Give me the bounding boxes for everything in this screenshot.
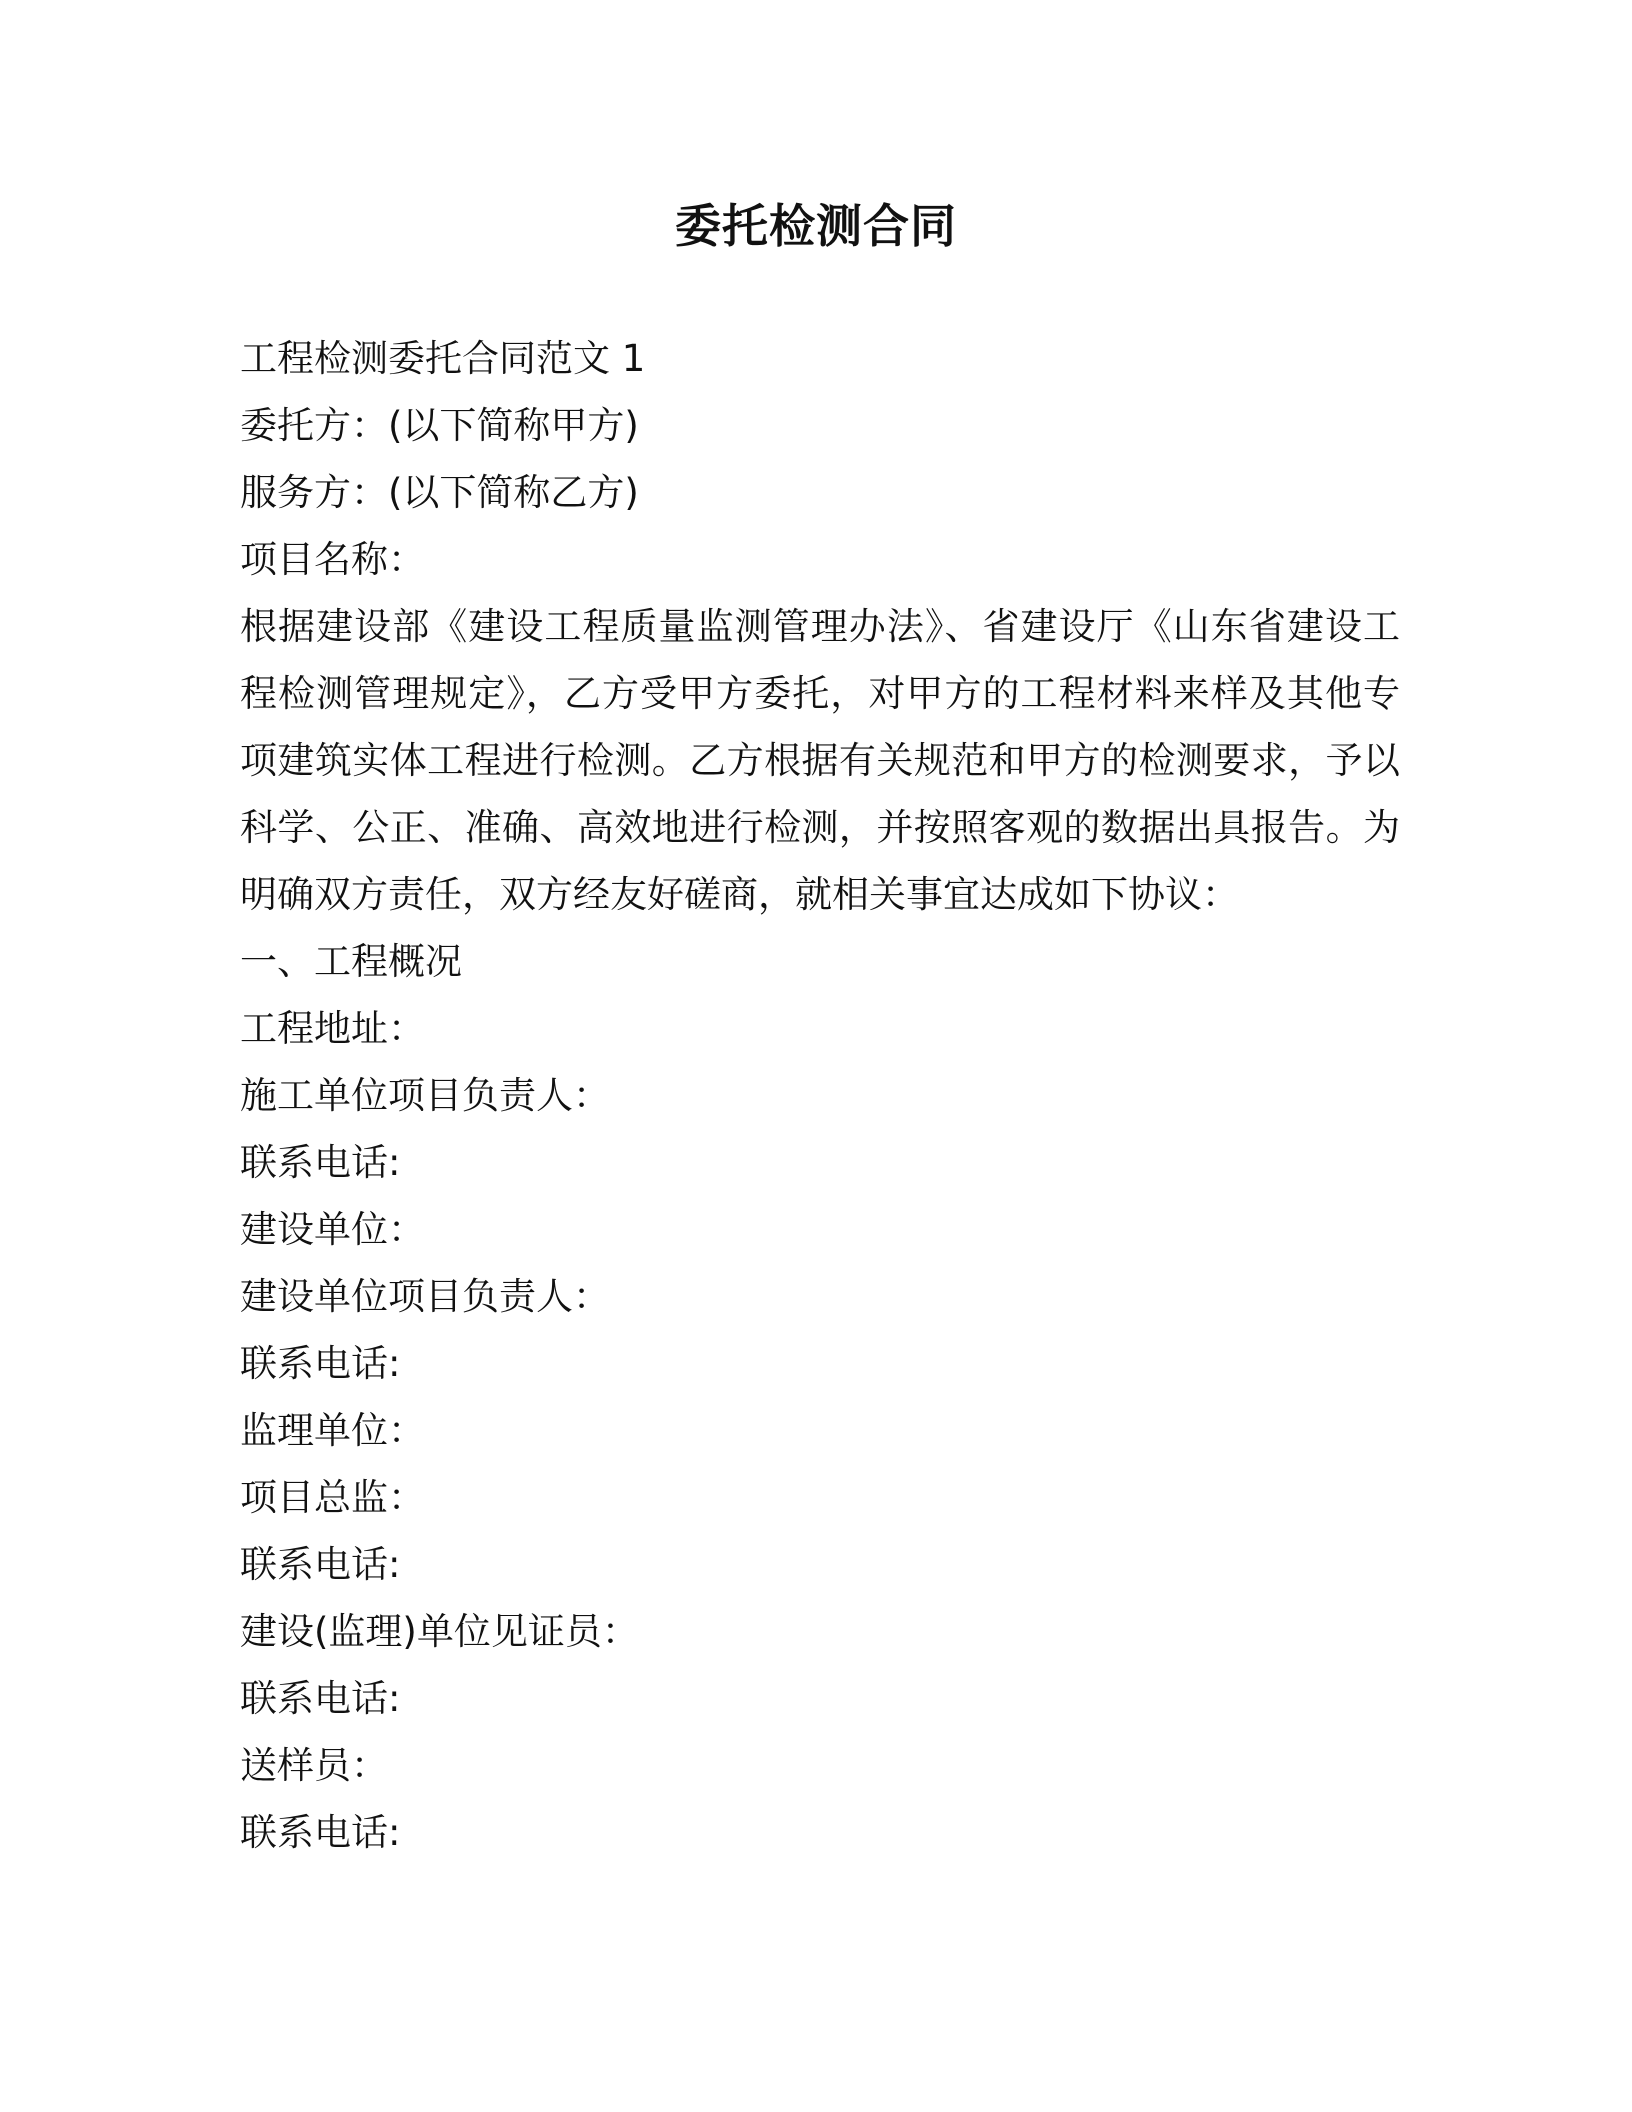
field-phone-3: 联系电话: <box>240 1543 401 1586</box>
section-heading: 一、工程概况 <box>240 940 462 983</box>
field-phone-4: 联系电话: <box>240 1677 401 1720</box>
field-phone-5: 联系电话: <box>240 1811 401 1854</box>
field-chief-supervisor: 项目总监： <box>240 1476 425 1519</box>
field-phone-1: 联系电话: <box>240 1141 401 1184</box>
document-body <box>240 325 1400 1866</box>
intro-paragraph: 根据建设部《建设工程质量监测管理办法》、省建设厅《山东省建设工程检测管理规定》，乙方受甲方委托，对甲方的工程材料来样及其他专项建筑实体工程进行检测。乙方根据有关规范和甲方的检测要求，予以科学、公正、准确、高效地进行检测，并按照客观的数据出具报告。为明确双方责任，双方经友好磋商，就相关事宜达成如下协议： <box>240 605 1400 916</box>
header-line-client: 委托方：(以下简称甲方) <box>240 404 639 447</box>
field-phone-2: 联系电话: <box>240 1342 401 1385</box>
field-owner-unit: 建设单位： <box>240 1208 425 1251</box>
header-line-sample: 工程检测委托合同范文 1 <box>240 337 646 380</box>
field-supervision-unit: 监理单位： <box>240 1409 425 1452</box>
field-construction-manager: 施工单位项目负责人： <box>240 1074 610 1117</box>
field-owner-manager: 建设单位项目负责人： <box>240 1275 610 1318</box>
field-sample-sender: 送样员： <box>240 1744 388 1787</box>
field-project-address: 工程地址： <box>240 1007 425 1050</box>
field-witness: 建设(监理)单位见证员： <box>240 1610 639 1653</box>
document-title: 委托检测合同 <box>675 199 957 253</box>
header-line-project-name: 项目名称： <box>240 538 425 581</box>
header-line-provider: 服务方：(以下简称乙方) <box>240 471 639 514</box>
